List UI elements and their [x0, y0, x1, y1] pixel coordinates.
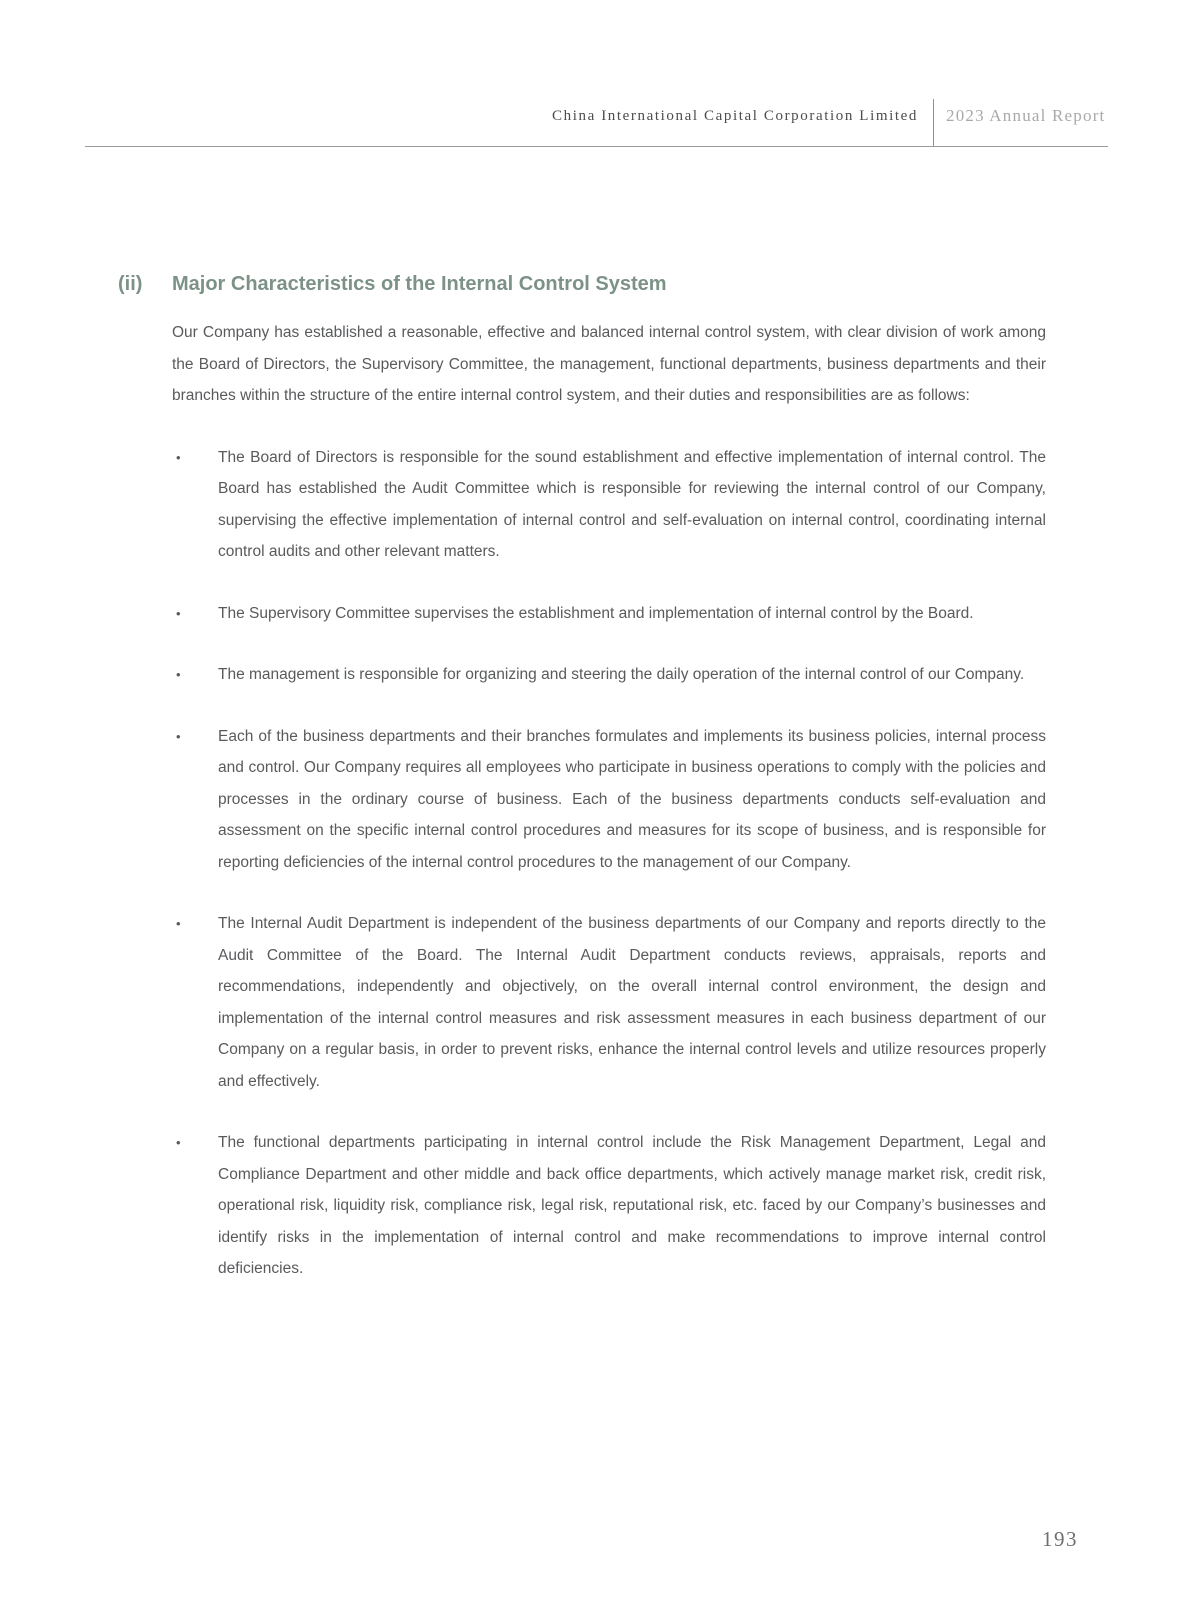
- page-number: 193: [1042, 1527, 1078, 1551]
- list-item-text: Each of the business departments and their branches formulates and implements its business policies, internal process and control. Our Company requires all employees who participate in business operations to comply with the policies and processes in the ordinary course of business. Each of the business departments conducts self-evaluation and assessment on the specific internal control procedures and measures for its scope of business, and is responsible for reporting deficiencies of the internal control procedures to the management of our Company.: [218, 727, 1046, 871]
- list-item: [172, 721, 1046, 879]
- list-item-text: The Board of Directors is responsible for the sound establishment and effective implementation of internal control. The Board has established the Audit Committee which is responsible for reviewing the internal control of our Company, supervising the effective implementation of internal control and self-evaluation on internal control, coordinating internal control audits and other relevant matters.: [218, 448, 1046, 560]
- list-item-text: The Internal Audit Department is independent of the business departments of our Company and reports directly to the Audit Committee of the Board. The Internal Audit Department conducts reviews, appraisals, reports and recommendations, independently and objectively, on the overall internal control environment, the design and implementation of the internal control measures and risk assessment measures in each business department of our Company on a regular basis, in order to prevent risks, enhance the internal control levels and utilize resources properly and effectively.: [218, 915, 1046, 1090]
- bullet-marker: •: [176, 667, 181, 682]
- header-report-title: 2023 Annual Report: [946, 106, 1106, 125]
- bullet-list: [172, 442, 1046, 1285]
- list-item-text: The Supervisory Committee supervises the establishment and implementation of internal control by the Board.: [218, 604, 974, 622]
- list-item: [172, 659, 1046, 691]
- list-item: [172, 598, 1046, 630]
- list-item-text: The management is responsible for organizing and steering the daily operation of the internal control of our Company.: [218, 666, 1025, 683]
- bullet-marker: •: [176, 605, 181, 621]
- section-title: Major Characteristics of the Internal Control System: [172, 273, 667, 295]
- list-item-text: The functional departments participating in internal control include the Risk Management Department, Legal and Compliance Department and other middle and back office departments, which actively manage market risk, credit risk, operational risk, liquidity risk, compliance risk, legal risk, reputational risk, etc. faced by our Company’s businesses and identify risks in the implementation of internal control and make recommendations to improve internal control deficiencies.: [218, 1134, 1046, 1277]
- intro-paragraph: Our Company has established a reasonable, effective and balanced internal control system, with clear division of work among the Board of Directors, the Supervisory Committee, the management, functional departments, business departments and their branches within the structure of the entire internal control system, and their duties and responsibilities are as follows:: [172, 324, 1046, 404]
- section-heading: [118, 270, 1046, 298]
- list-item: [172, 1127, 1046, 1285]
- bullet-marker: •: [176, 449, 181, 465]
- header-rule: [85, 146, 1108, 147]
- header-divider: [933, 99, 934, 147]
- bullet-marker: •: [176, 1135, 181, 1150]
- bullet-marker: •: [176, 916, 181, 931]
- list-item: [172, 908, 1046, 1097]
- section-content: [118, 270, 1046, 1285]
- list-item: [172, 442, 1046, 568]
- bullet-marker: •: [176, 728, 181, 744]
- section-label: (ii): [118, 273, 143, 295]
- header-company-name: China International Capital Corporation Limited: [552, 108, 918, 124]
